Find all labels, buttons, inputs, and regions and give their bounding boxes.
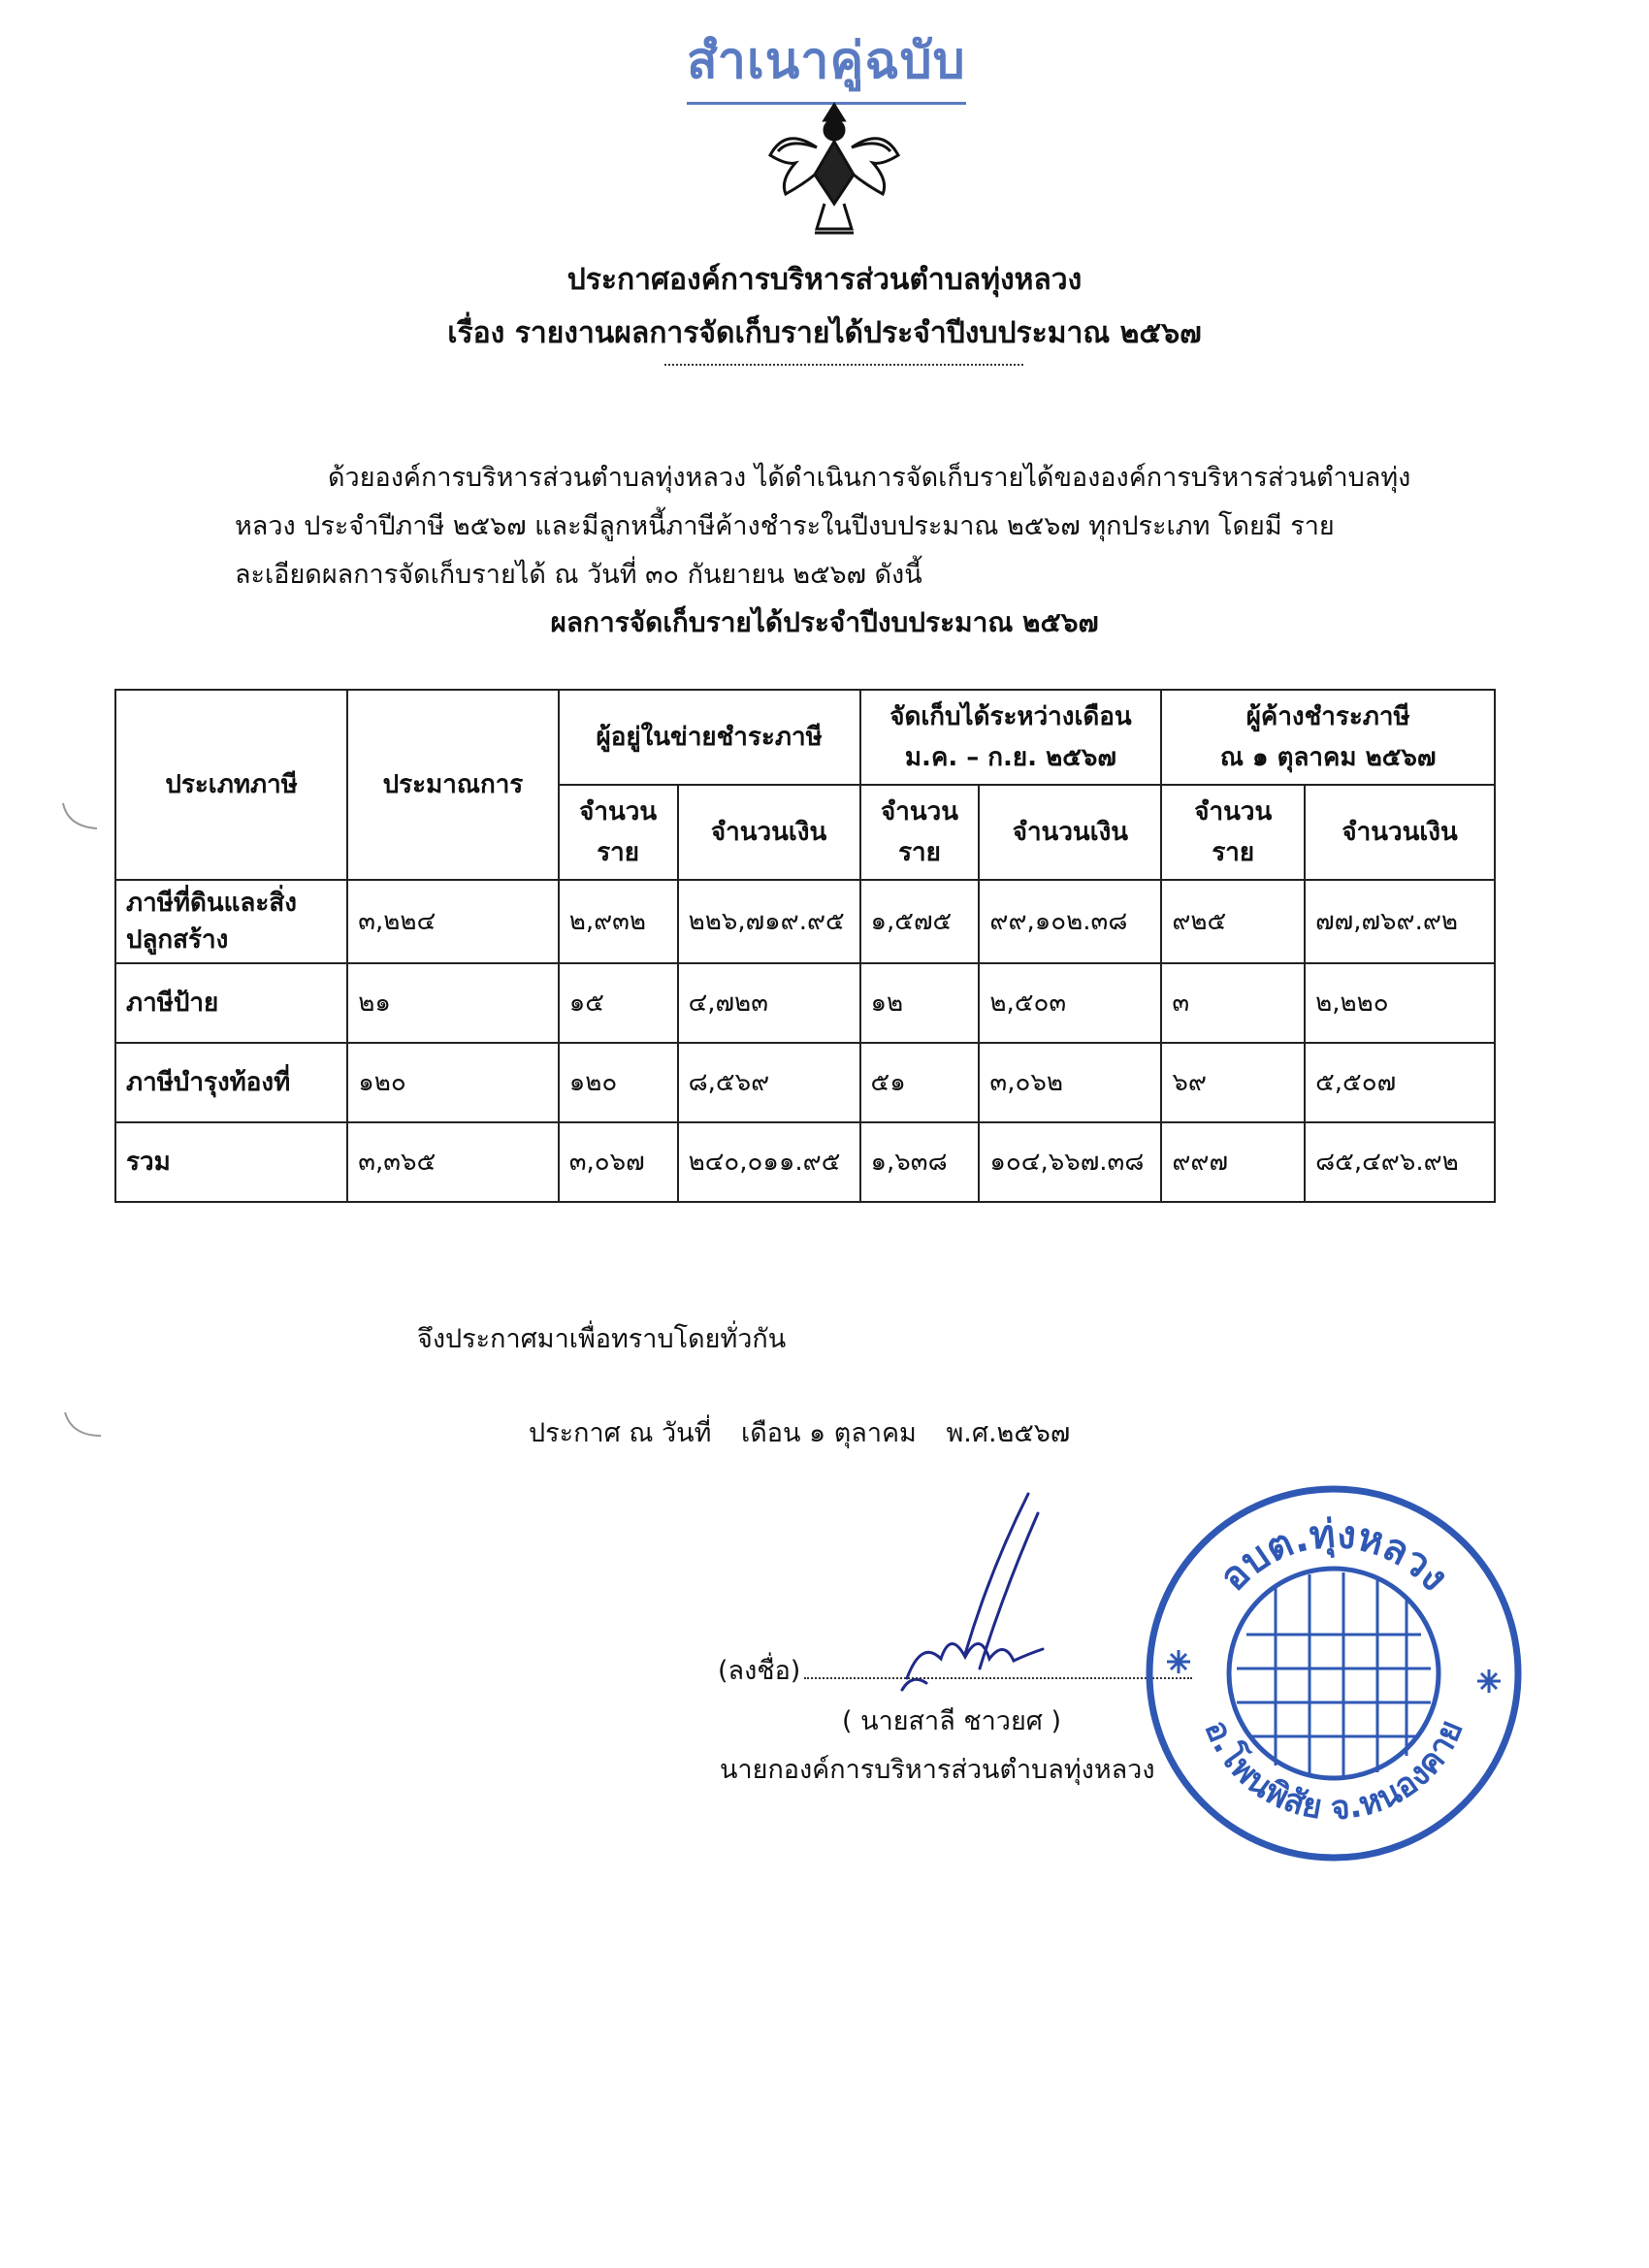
row-liable-count: ๑๕	[559, 963, 678, 1043]
signature-line	[718, 1649, 1192, 1691]
header-collected-line1: จัดเก็บได้ระหว่างเดือน	[889, 702, 1132, 731]
body-paragraph: ด้วยองค์การบริหารส่วนตำบลทุ่งหลวง ได้ดำเนินการจัดเก็บรายได้ขององค์การบริหารส่วนตำบลทุ่งหลวง ประจำปีภาษี ๒๕๖๗ และมีลูกหนี้ภาษีค้างชำระในปีงบประมาณ ๒๕๖๗ ทุกประเภท โดยมี รายละเอียดผลการจัดเก็บรายได้ ณ วันที่ ๓๐ กันยายน ๒๕๖๗ ดังนี้	[235, 463, 1411, 590]
row-liable-amount: ๘,๕๖๙	[678, 1043, 860, 1122]
row-tax-type: ภาษีที่ดินและสิ่งปลูกสร้าง	[115, 880, 347, 963]
date-month: เดือน ๑ ตุลาคม	[741, 1418, 917, 1448]
row-outstanding-amount: ๘๕,๔๙๖.๙๒	[1305, 1122, 1495, 1202]
table-title: ผลการจัดเก็บรายได้ประจำปีงบประมาณ ๒๕๖๗	[550, 606, 1099, 638]
row-collected-count: ๑,๕๗๕	[860, 880, 980, 963]
date-year: พ.ศ.๒๕๖๗	[946, 1418, 1071, 1448]
signature-dotted-line	[804, 1677, 1192, 1679]
header-collected-amount: จำนวนเงิน	[979, 785, 1161, 880]
row-liable-amount: ๔,๗๒๓	[678, 963, 860, 1043]
row-liable-count: ๒,๙๓๒	[559, 880, 678, 963]
handwritten-signature-icon	[873, 1484, 1125, 1736]
row-tax-type: รวม	[115, 1122, 347, 1202]
row-outstanding-count: ๖๙	[1161, 1043, 1305, 1122]
header-collected	[860, 690, 1162, 785]
header-collected-count: จำนวน ราย	[860, 785, 980, 880]
garuda-emblem-icon	[757, 87, 912, 243]
seal-top-text: อบต.ทุ่งหลวง	[1211, 1511, 1457, 1601]
row-liable-amount: ๒๔๐,๐๑๑.๙๕	[678, 1122, 860, 1202]
signer-position: นายกองค์การบริหารส่วนตำบลทุ่งหลวง	[720, 1755, 1155, 1785]
seal-bottom-text: อ.โพนพิสัย จ.หนองคาย	[1196, 1714, 1471, 1829]
row-outstanding-count: ๙๙๗	[1161, 1122, 1305, 1202]
table-row	[115, 880, 1495, 963]
header-tax-type: ประเภทภาษี	[115, 690, 347, 880]
row-liable-amount: ๒๒๖,๗๑๙.๙๕	[678, 880, 860, 963]
official-seal-icon	[1140, 1479, 1528, 1867]
table-row	[115, 1043, 1495, 1122]
punch-hole-mark-icon	[60, 1407, 109, 1445]
table-row	[115, 963, 1495, 1043]
header-liable-amount: จำนวนเงิน	[678, 785, 860, 880]
row-collected-count: ๑,๖๓๘	[860, 1122, 980, 1202]
date-prefix: ประกาศ ณ วันที่	[529, 1418, 712, 1448]
row-collected-count: ๕๑	[860, 1043, 980, 1122]
punch-hole-mark-icon	[58, 795, 107, 834]
svg-text:อ.โพนพิสัย จ.หนองคาย	[1197, 1714, 1471, 1828]
row-outstanding-amount: ๕,๕๐๗	[1305, 1043, 1495, 1122]
row-liable-count: ๑๒๐	[559, 1043, 678, 1122]
row-collected-count: ๑๒	[860, 963, 980, 1043]
header-estimate: ประมาณการ	[347, 690, 558, 880]
row-collected-amount: ๒,๕๐๓	[979, 963, 1161, 1043]
revenue-table	[114, 689, 1496, 1203]
row-estimate: ๒๑	[347, 963, 558, 1043]
row-outstanding-count: ๙๒๕	[1161, 880, 1305, 963]
svg-text:อบต.ทุ่งหลวง	[1212, 1512, 1457, 1601]
row-collected-amount: ๑๐๔,๖๖๗.๓๘	[979, 1122, 1161, 1202]
announcement-title: ประกาศองค์การบริหารส่วนตำบลทุ่งหลวง	[566, 263, 1083, 297]
header-collected-line2: ม.ค. – ก.ย. ๒๕๖๗	[904, 743, 1116, 772]
header-outstanding-line2: ณ ๑ ตุลาคม ๒๕๖๗	[1219, 743, 1437, 772]
row-liable-count: ๓,๐๖๗	[559, 1122, 678, 1202]
row-outstanding-amount: ๗๗,๗๖๙.๙๒	[1305, 880, 1495, 963]
sign-label: (ลงชื่อ)	[718, 1656, 801, 1686]
row-tax-type: ภาษีป้าย	[115, 963, 347, 1043]
header-outstanding-line1: ผู้ค้างชำระภาษี	[1245, 702, 1410, 731]
header-liable-count: จำนวน ราย	[559, 785, 678, 880]
row-collected-amount: ๙๙,๑๐๒.๓๘	[979, 880, 1161, 963]
row-outstanding-amount: ๒,๒๒๐	[1305, 963, 1495, 1043]
closing-statement: จึงประกาศมาเพื่อทราบโดยทั่วกัน	[417, 1324, 787, 1354]
header-outstanding-amount: จำนวนเงิน	[1305, 785, 1495, 880]
row-estimate: ๓,๒๒๔	[347, 880, 558, 963]
header-liable: ผู้อยู่ในข่ายชำระภาษี	[559, 690, 860, 785]
header-outstanding-count: จำนวน ราย	[1161, 785, 1305, 880]
row-outstanding-count: ๓	[1161, 963, 1305, 1043]
dotted-divider	[664, 364, 1023, 366]
certified-copy-stamp: สำเนาคู่ฉบับ	[687, 19, 966, 105]
row-estimate: ๑๒๐	[347, 1043, 558, 1122]
announcement-date	[529, 1411, 1091, 1453]
row-collected-amount: ๓,๐๖๒	[979, 1043, 1161, 1122]
header-outstanding	[1161, 690, 1495, 785]
row-tax-type: ภาษีบำรุงท้องที่	[115, 1043, 347, 1122]
signer-name: ( นายสาลี ชาวยศ )	[842, 1706, 1062, 1736]
table-row-total	[115, 1122, 1495, 1202]
announcement-subject: เรื่อง รายงานผลการจัดเก็บรายได้ประจำปีงบประมาณ ๒๕๖๗	[447, 316, 1202, 350]
row-estimate: ๓,๓๖๕	[347, 1122, 558, 1202]
